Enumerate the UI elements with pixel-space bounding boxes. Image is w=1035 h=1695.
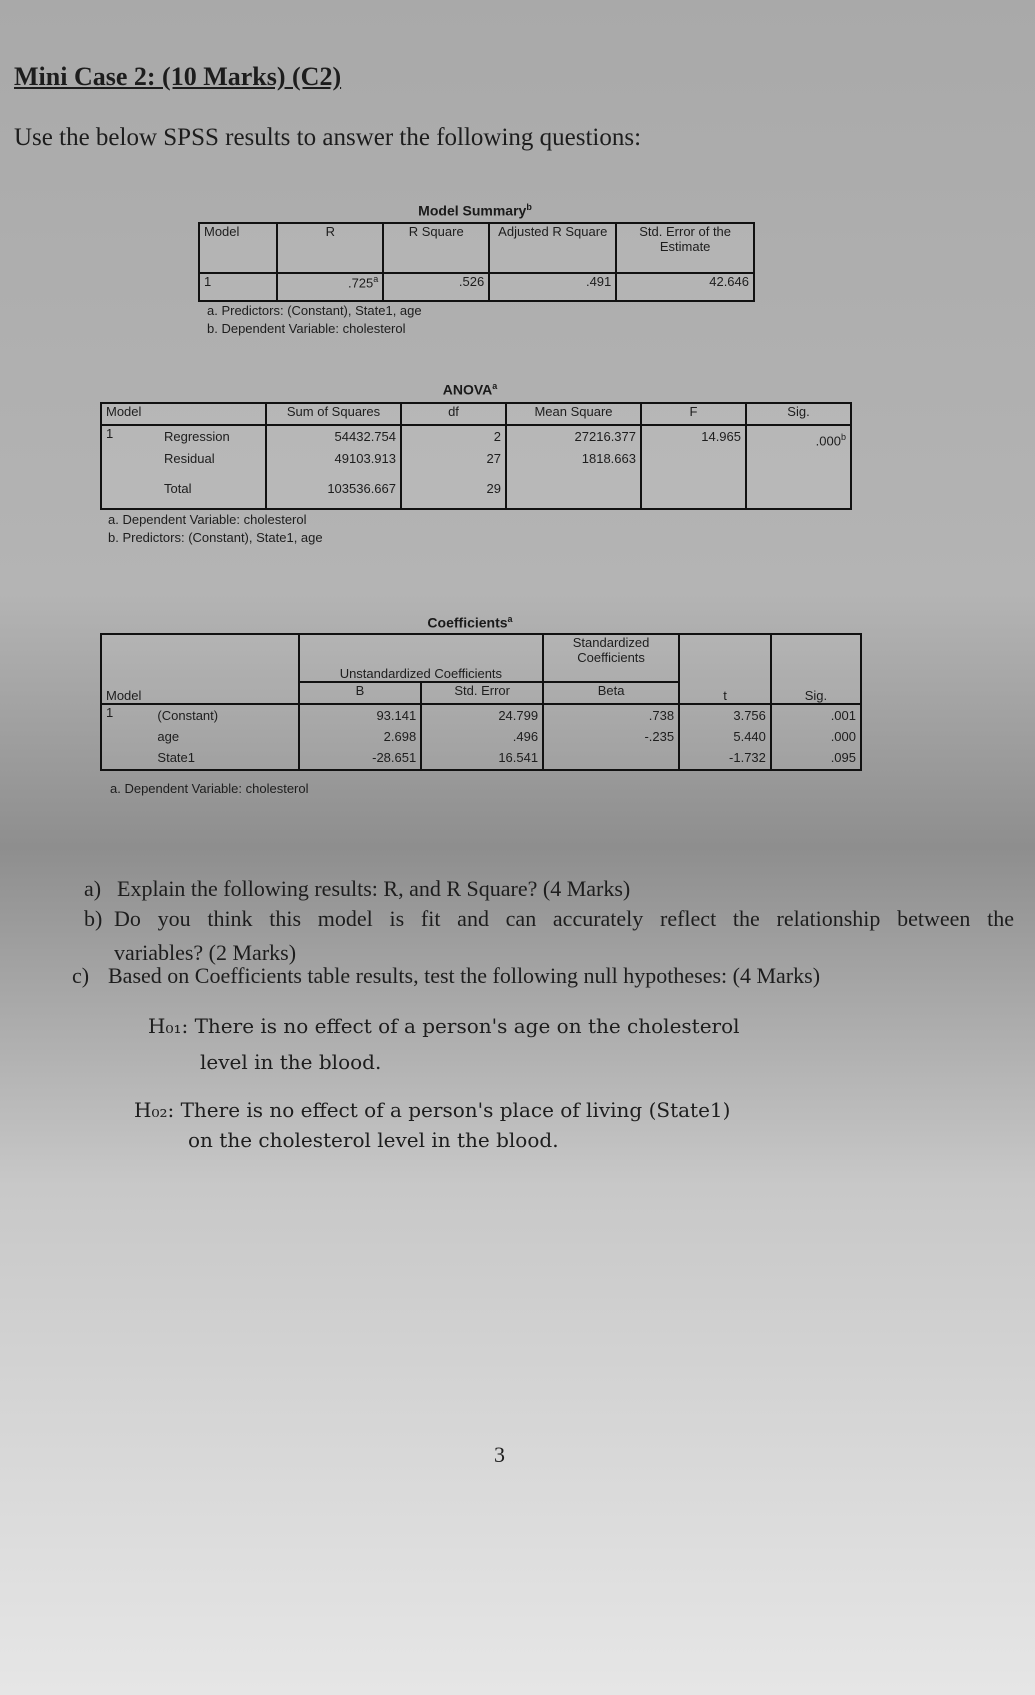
coef-label-cell xyxy=(153,704,298,770)
coef-header-sig: Sig. xyxy=(771,634,861,704)
page-number: 3 xyxy=(494,1442,505,1467)
model-summary-table xyxy=(198,222,755,302)
coef-b-value: 2.698 xyxy=(383,729,417,744)
coef-sig-value: .001 xyxy=(830,708,856,723)
anova-f-value: 14.965 xyxy=(641,425,746,509)
model-summary-title: Model Summary$^b$ xyxy=(418,202,532,219)
anova-ss-value: 49103.913 xyxy=(334,451,396,466)
ms-header-r: R xyxy=(277,223,383,273)
anova-ss-value: 103536.667 xyxy=(327,481,396,496)
question-b-text: Do you think this model is fit and can accurately reflect the relationship between the xyxy=(114,906,1014,931)
coef-header-se: Std. Error xyxy=(421,682,543,704)
coef-header-t: t xyxy=(679,634,771,704)
question-c-label: c) xyxy=(72,963,90,988)
coef-row-label: (Constant) xyxy=(157,708,219,723)
question-b-label: b) xyxy=(84,906,103,931)
coef-b-value: 93.141 xyxy=(376,708,417,723)
coef-sig-value: .095 xyxy=(830,750,856,765)
ms-model-value: 1 xyxy=(199,273,277,301)
anova-table xyxy=(100,402,852,510)
coef-row-label: age xyxy=(157,729,180,744)
ms-header-std-error: Std. Error of the Estimate xyxy=(616,223,754,273)
coef-header-unstd: Unstandardized Coefficients xyxy=(299,634,543,682)
anova-ss-value: 54432.754 xyxy=(334,429,396,444)
anova-note-b: b. Predictors: (Constant), State1, age xyxy=(108,530,323,545)
coef-beta-value: .738 xyxy=(648,708,675,723)
coef-se-value: 24.799 xyxy=(498,708,539,723)
anova-title: ANOVA$^a$ xyxy=(442,381,498,398)
coef-se-cell xyxy=(421,704,543,770)
coef-t-value: 5.440 xyxy=(733,729,766,744)
question-a-text: Explain the following results: R, and R Square? (4 Marks) xyxy=(117,876,631,901)
coef-model-value: 1 xyxy=(101,704,153,770)
ms-std-error-value: 42.646 xyxy=(616,273,754,301)
ms-note-b: b. Dependent Variable: cholesterol xyxy=(207,321,406,336)
anova-header-sig: Sig. xyxy=(746,403,851,425)
ms-note-a: a. Predictors: (Constant), State1, age xyxy=(207,303,422,318)
hypothesis-2-line-2: on the cholesterol level in the blood. xyxy=(188,1128,559,1152)
anova-header-ms: Mean Square xyxy=(506,403,641,425)
ms-rsquare-value: .526 xyxy=(383,273,489,301)
coef-t-value: -1.732 xyxy=(729,750,766,765)
coef-sig-value: .000 xyxy=(830,729,856,744)
coef-b-value: -28.651 xyxy=(372,750,417,765)
anova-note-a: a. Dependent Variable: cholesterol xyxy=(108,512,307,527)
coef-note-a: a. Dependent Variable: cholesterol xyxy=(110,781,309,796)
anova-sig-value: .000$^b$ xyxy=(746,425,851,509)
question-c-text: Based on Coefficients table results, test the following null hypotheses: (4 Marks) xyxy=(108,963,821,988)
coefficients-table xyxy=(100,633,862,771)
coefficients-title: Coefficients$^a$ xyxy=(427,614,513,631)
anova-header-df: df xyxy=(401,403,506,425)
coef-row-label: State1 xyxy=(157,750,195,765)
anova-row-label: Total xyxy=(164,481,192,496)
coef-header-std: Standardized Coefficients xyxy=(543,634,679,682)
anova-header-ss: Sum of Squares xyxy=(266,403,401,425)
coef-beta-value: -.235 xyxy=(644,729,675,744)
question-a-label: a) xyxy=(84,876,102,901)
coef-t-cell xyxy=(679,704,771,770)
coef-beta-cell xyxy=(543,704,679,770)
hypothesis-1-line-1: H₀₁: There is no effect of a person's age on the cholesterol xyxy=(148,1014,740,1038)
ms-adj-rsquare-value: .491 xyxy=(489,273,616,301)
anova-header-model: Model xyxy=(101,403,266,425)
coef-header-b: B xyxy=(299,682,422,704)
anova-model-value: 1 xyxy=(101,425,160,509)
case-heading: Mini Case 2: (10 Marks) (C2) xyxy=(14,62,342,91)
anova-row-label: Residual xyxy=(164,451,215,466)
instructions-text: Use the below SPSS results to answer the following questions: xyxy=(14,124,642,151)
ms-header-model: Model xyxy=(199,223,277,273)
anova-row-label: Regression xyxy=(164,429,230,444)
anova-ss-cell xyxy=(266,425,401,509)
coef-se-value: .496 xyxy=(512,729,539,744)
anova-ms-value: 27216.377 xyxy=(574,429,636,444)
coef-header-model: Model xyxy=(101,634,299,704)
coef-t-value: 3.756 xyxy=(733,708,766,723)
anova-source-cell xyxy=(160,425,266,509)
ms-header-rsquare: R Square xyxy=(383,223,489,273)
coef-b-cell xyxy=(299,704,422,770)
coef-header-beta: Beta xyxy=(543,682,679,704)
anova-df-value: 29 xyxy=(486,481,501,496)
ms-r-value: .725$^a$ xyxy=(277,273,383,301)
hypothesis-1-line-2: level in the blood. xyxy=(200,1050,382,1074)
anova-ms-value: 1818.663 xyxy=(581,451,636,466)
hypothesis-2-line-1: H₀₂: There is no effect of a person's place of living (State1) xyxy=(134,1098,731,1122)
anova-df-value: 27 xyxy=(486,451,501,466)
anova-df-cell xyxy=(401,425,506,509)
anova-ms-cell xyxy=(506,425,641,509)
question-b-text-cont: variables? (2 Marks) xyxy=(114,940,297,965)
anova-df-value: 2 xyxy=(493,429,501,444)
ms-header-adj-rsquare: Adjusted R Square xyxy=(489,223,616,273)
coef-se-value: 16.541 xyxy=(498,750,539,765)
anova-header-f: F xyxy=(641,403,746,425)
coef-sig-cell xyxy=(771,704,861,770)
